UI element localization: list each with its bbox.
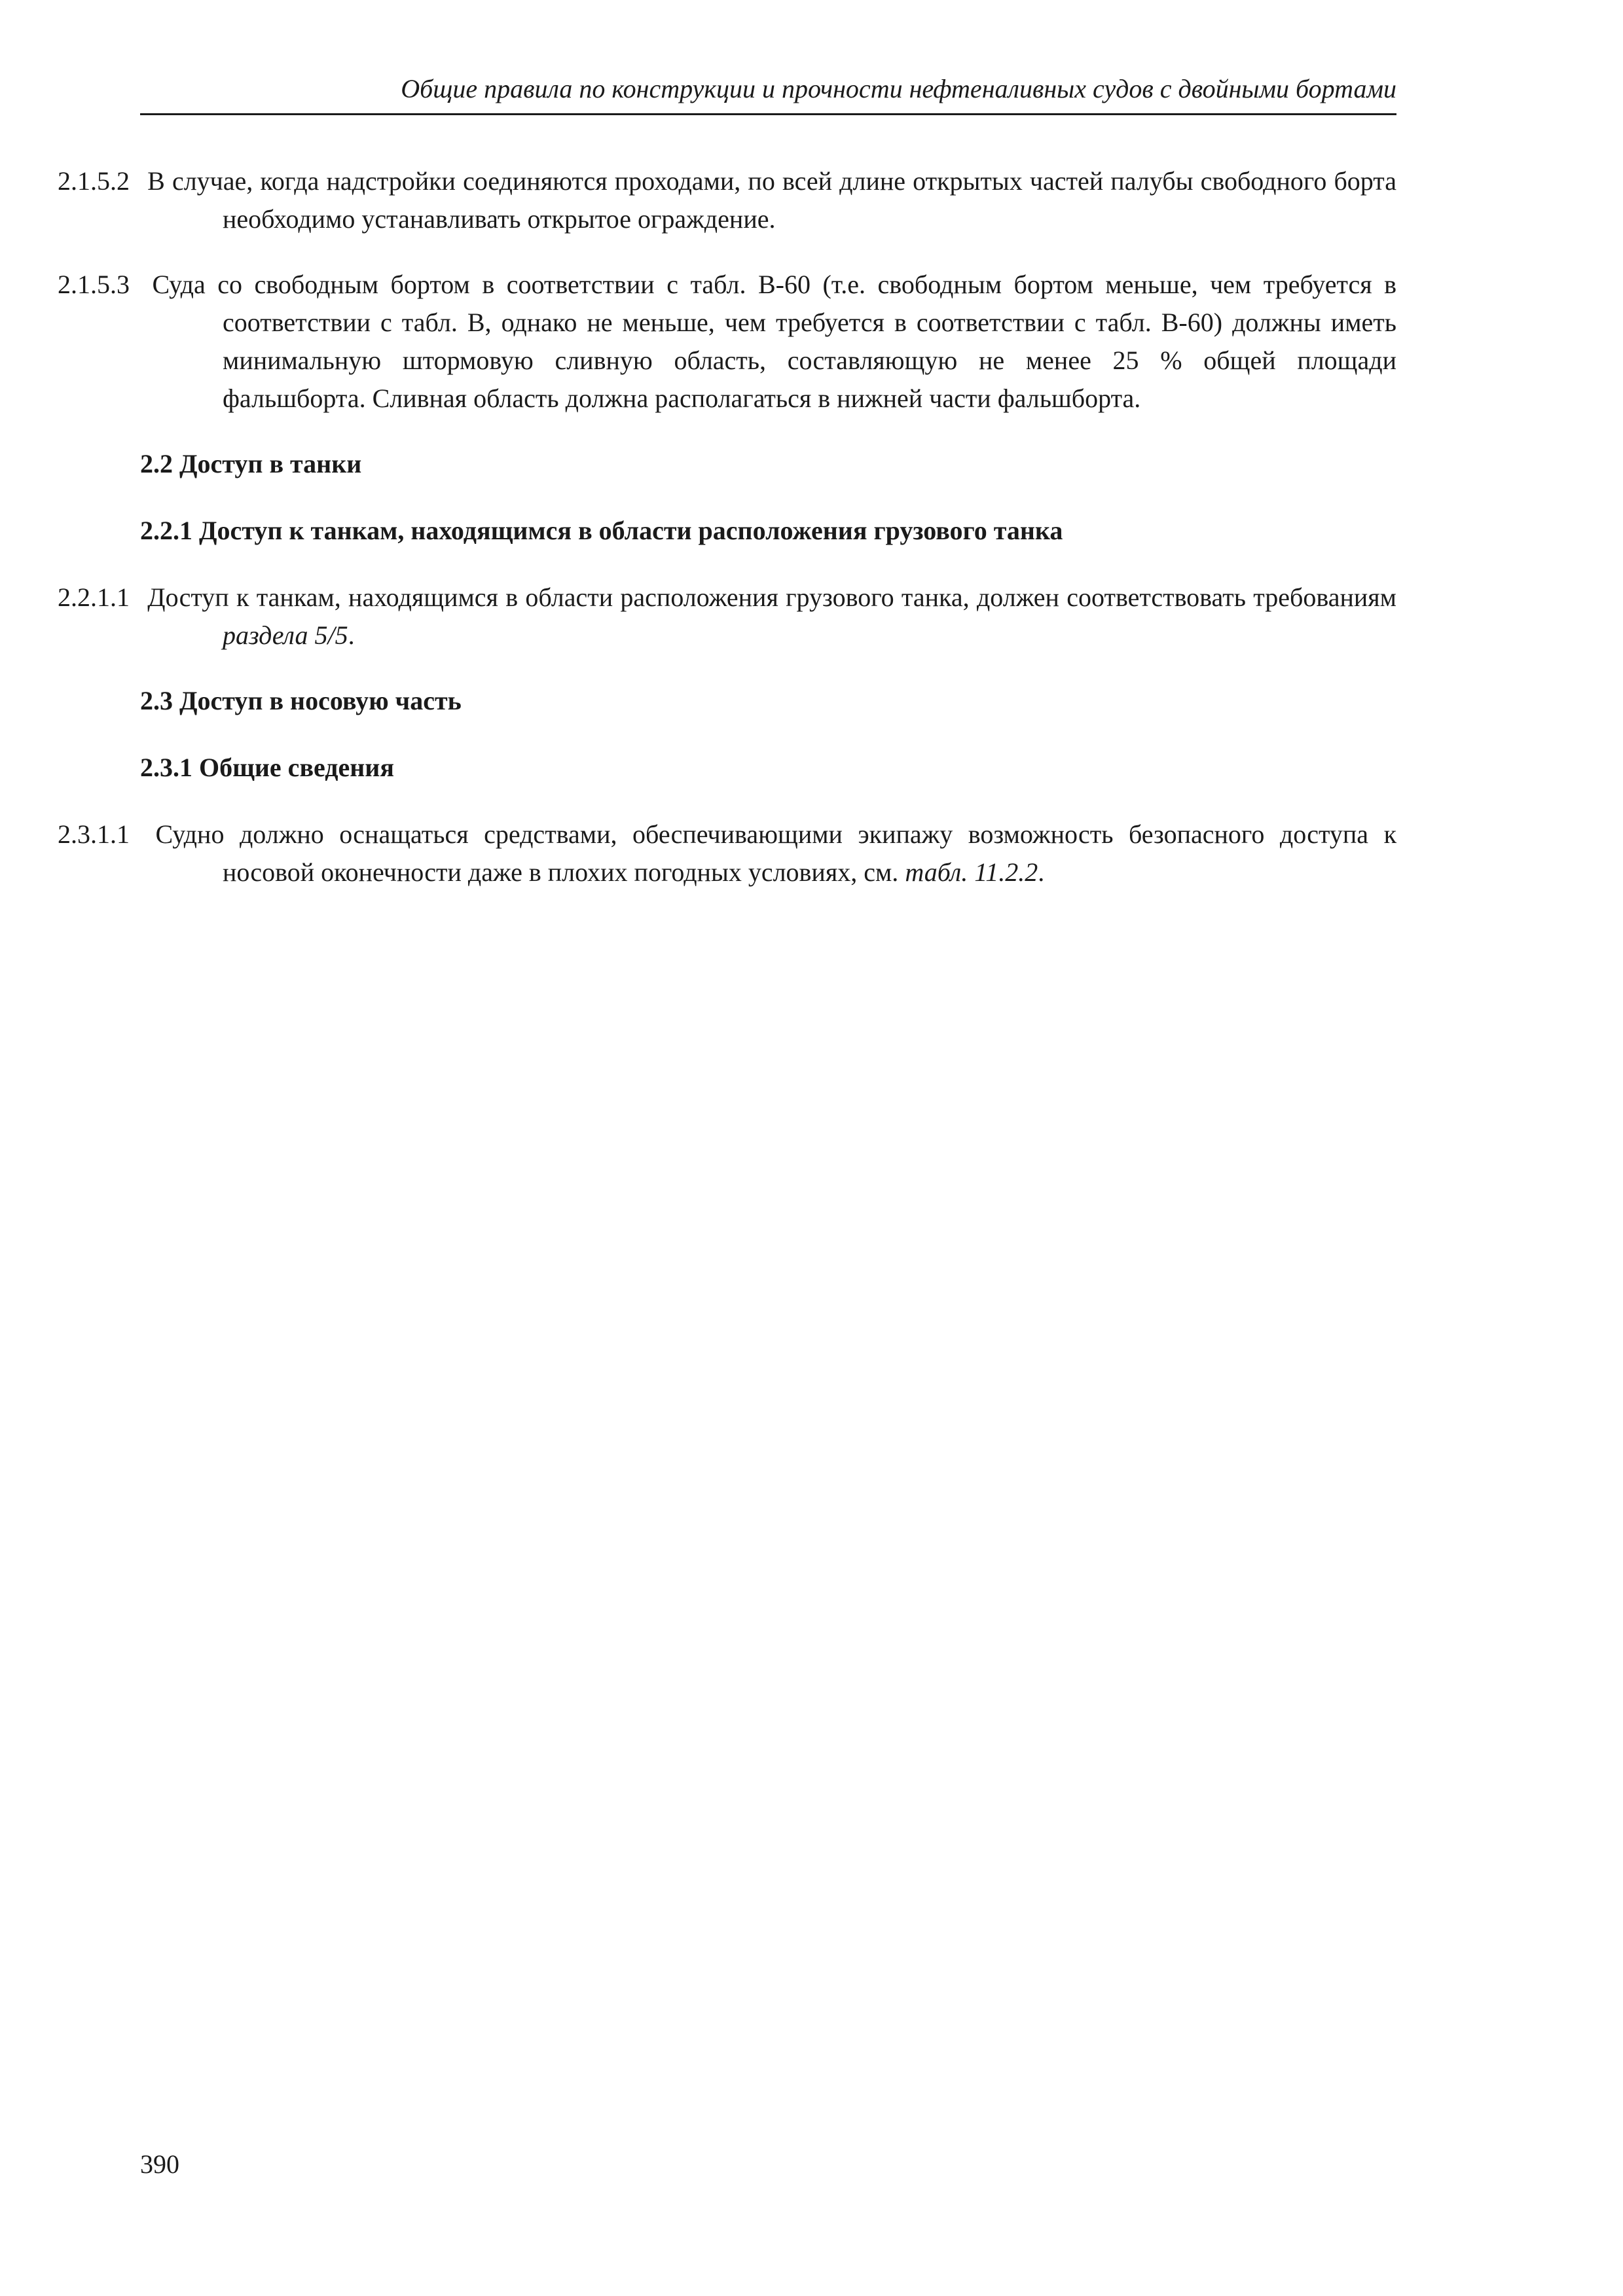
paragraph-text: Суда со свободным бортом в соответствии с табл. B-60 (т.е. свободным бортом меньше, чем требуется в соответствии с табл. B, однако не меньше, чем требуется в соответствии с табл. B-60) должны иметь минимальную штормовую сливную область, составляющую не менее 25 % общей площади фальшборта. Сливная область должна располагаться в нижней части фальшборта. xyxy=(152,270,1397,413)
header-rule xyxy=(140,113,1396,115)
paragraph-2-2-1-1: 2.2.1.1 Доступ к танкам, находящимся в области расположения грузового танка, должен соответствовать требованиям раздела 5/5. xyxy=(58,583,1396,650)
page-number: 390 xyxy=(140,2149,179,2179)
table-reference-link[interactable]: табл. 11.2.2 xyxy=(905,857,1038,887)
running-header: Общие правила по конструкции и прочности нефтеналивных судов с двойными бортами xyxy=(401,74,1396,103)
paragraph-end: . xyxy=(1038,857,1045,887)
section-heading-2-3: 2.3 Доступ в носовую часть xyxy=(140,686,462,715)
section-heading-2-3-1: 2.3.1 Общие сведения xyxy=(140,753,394,782)
paragraph-text: Доступ к танкам, находящимся в области расположения грузового танка, должен соответствовать требованиям xyxy=(147,583,1396,612)
paragraph-text: В случае, когда надстройки соединяются проходами, по всей длине открытых частей палубы свободного борта необходимо устанавливать открытое ограждение. xyxy=(147,166,1397,234)
paragraph-2-1-5-2: 2.1.5.2 В случае, когда надстройки соединяются проходами, по всей длине открытых частей палубы свободного борта необходимо устанавливать открытое ограждение. xyxy=(58,166,1397,234)
section-reference-link[interactable]: раздела 5/5 xyxy=(223,620,348,650)
paragraph-2-1-5-3: 2.1.5.3 Суда со свободным бортом в соответствии с табл. B-60 (т.е. свободным бортом меньше, чем требуется в соответствии с табл. B, однако не меньше, чем требуется в соответствии с табл. B-60) должны иметь минимальную штормовую сливную область, составляющую не менее 25 % общей площади фальшборта. Сливная область должна располагаться в нижней части фальшборта. xyxy=(58,270,1397,413)
document-body xyxy=(58,162,1397,919)
paragraph-end: . xyxy=(348,620,355,650)
paragraph-text: Судно должно оснащаться средствами, обеспечивающими экипажу возможность безопасного доступа к носовой оконечности даже в плохих погодных условиях, см. xyxy=(155,819,1397,887)
paragraph-2-3-1-1: 2.3.1.1 Судно должно оснащаться средствами, обеспечивающими экипажу возможность безопасного доступа к носовой оконечности даже в плохих погодных условиях, см. табл. 11.2.2. xyxy=(58,819,1397,887)
section-heading-2-2-1: 2.2.1 Доступ к танкам, находящимся в области расположения грузового танка xyxy=(140,516,1063,545)
section-heading-2-2: 2.2 Доступ в танки xyxy=(140,449,362,478)
